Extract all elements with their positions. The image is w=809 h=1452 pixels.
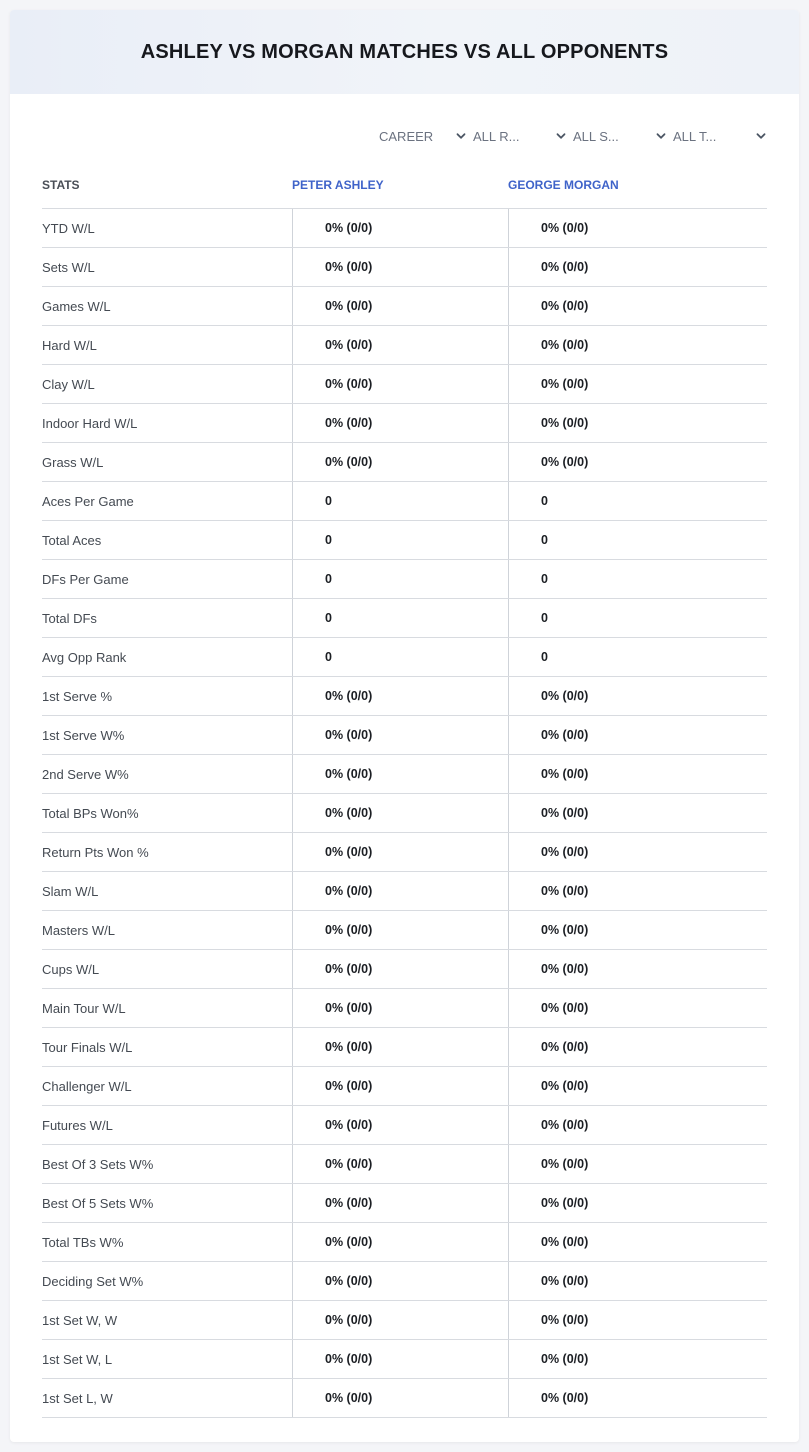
table-row: [42, 1379, 767, 1418]
player1-stat-value: 0% (0/0): [292, 1379, 508, 1417]
table-row: [42, 1145, 767, 1184]
stat-label: Masters W/L: [42, 922, 115, 938]
stat-label: 2nd Serve W%: [42, 766, 129, 782]
table-row: [42, 365, 767, 404]
table-row: [42, 638, 767, 677]
stat-label: Hard W/L: [42, 337, 97, 353]
stat-label: Aces Per Game: [42, 493, 134, 509]
chevron-down-icon: [455, 130, 467, 142]
stat-label: Cups W/L: [42, 961, 100, 977]
stat-label: Slam W/L: [42, 883, 99, 899]
player1-stat-value: 0% (0/0): [292, 248, 508, 286]
rounds-filter-select[interactable]: [467, 126, 567, 146]
player1-stat-value: 0% (0/0): [292, 950, 508, 988]
stat-label: Grass W/L: [42, 454, 104, 470]
player2-stat-value: 0% (0/0): [508, 1223, 767, 1261]
table-row: [42, 482, 767, 521]
stat-label: 1st Serve %: [42, 688, 113, 704]
page-title: ASHLEY VS MORGAN MATCHES VS ALL OPPONENTS: [140, 40, 669, 63]
player1-stat-value: 0% (0/0): [292, 1184, 508, 1222]
filter-bar: [373, 126, 767, 146]
player2-stat-value: 0% (0/0): [508, 716, 767, 754]
card-header: [10, 10, 799, 94]
player2-stat-value: 0: [508, 521, 767, 559]
table-row: [42, 950, 767, 989]
player1-stat-value: 0% (0/0): [292, 1106, 508, 1144]
table-row: [42, 209, 767, 248]
player2-stat-value: 0% (0/0): [508, 1184, 767, 1222]
stat-label: Clay W/L: [42, 376, 95, 392]
player1-stat-value: 0: [292, 599, 508, 637]
stat-label: Total DFs: [42, 610, 97, 626]
player1-stat-value: 0% (0/0): [292, 1145, 508, 1183]
player2-stat-value: 0% (0/0): [508, 404, 767, 442]
table-row: [42, 872, 767, 911]
career-filter-select[interactable]: [373, 126, 467, 146]
player1-stat-value: 0% (0/0): [292, 443, 508, 481]
player2-stat-value: 0% (0/0): [508, 1028, 767, 1066]
player2-stat-value: 0% (0/0): [508, 365, 767, 403]
player1-stat-value: 0% (0/0): [292, 1340, 508, 1378]
table-row: [42, 443, 767, 482]
stat-label: Sets W/L: [42, 259, 95, 275]
player2-stat-value: 0% (0/0): [508, 443, 767, 481]
stat-label: Futures W/L: [42, 1117, 113, 1133]
stat-label: Tour Finals W/L: [42, 1039, 133, 1055]
stats-card: [10, 10, 799, 1442]
table-row: [42, 599, 767, 638]
stat-label: YTD W/L: [42, 220, 95, 236]
table-row: [42, 716, 767, 755]
stat-label: 1st Set W, L: [42, 1351, 113, 1367]
player2-stat-value: 0% (0/0): [508, 1262, 767, 1300]
stat-label: 1st Serve W%: [42, 727, 125, 743]
player2-stat-value: 0% (0/0): [508, 209, 767, 247]
table-row: [42, 1067, 767, 1106]
player1-stat-value: 0% (0/0): [292, 404, 508, 442]
player2-stat-value: 0% (0/0): [508, 872, 767, 910]
table-row: [42, 1184, 767, 1223]
table-row: [42, 1028, 767, 1067]
player2-stat-value: 0% (0/0): [508, 326, 767, 364]
player1-stat-value: 0% (0/0): [292, 872, 508, 910]
player2-stat-value: 0: [508, 599, 767, 637]
table-row: [42, 1340, 767, 1379]
table-row: [42, 677, 767, 716]
player1-stat-value: 0% (0/0): [292, 287, 508, 325]
player1-stat-value: 0% (0/0): [292, 833, 508, 871]
player2-stat-value: 0% (0/0): [508, 950, 767, 988]
player2-stat-value: 0% (0/0): [508, 755, 767, 793]
player2-stat-value: 0% (0/0): [508, 794, 767, 832]
player1-stat-value: 0% (0/0): [292, 911, 508, 949]
player1-stat-value: 0% (0/0): [292, 716, 508, 754]
table-row: [42, 911, 767, 950]
table-row: [42, 404, 767, 443]
stat-label: Total BPs Won%: [42, 805, 139, 821]
table-row: [42, 1262, 767, 1301]
table-row: [42, 521, 767, 560]
table-row: [42, 794, 767, 833]
player1-stat-value: 0: [292, 482, 508, 520]
stat-label: Challenger W/L: [42, 1078, 132, 1094]
table-row: [42, 833, 767, 872]
player2-stat-value: 0% (0/0): [508, 1379, 767, 1417]
player1-stat-value: 0% (0/0): [292, 1067, 508, 1105]
player1-stat-value: 0: [292, 638, 508, 676]
table-row: [42, 560, 767, 599]
chevron-down-icon: [655, 130, 667, 142]
player1-column-header[interactable]: PETER ASHLEY: [292, 178, 384, 192]
rounds-filter-label: ALL R...: [473, 128, 520, 144]
stat-label: Best Of 3 Sets W%: [42, 1156, 154, 1172]
tournaments-filter-label: ALL T...: [673, 128, 717, 144]
player1-stat-value: 0% (0/0): [292, 1223, 508, 1261]
player2-stat-value: 0% (0/0): [508, 911, 767, 949]
stat-label: DFs Per Game: [42, 571, 129, 587]
player2-stat-value: 0% (0/0): [508, 1145, 767, 1183]
player1-stat-value: 0: [292, 521, 508, 559]
player1-stat-value: 0: [292, 560, 508, 598]
stat-label: Avg Opp Rank: [42, 649, 127, 665]
player1-stat-value: 0% (0/0): [292, 326, 508, 364]
player1-stat-value: 0% (0/0): [292, 1262, 508, 1300]
player2-stat-value: 0: [508, 560, 767, 598]
stats-column-header: STATS: [42, 178, 80, 192]
stat-label: Total TBs W%: [42, 1234, 124, 1250]
surfaces-filter-select[interactable]: [567, 126, 667, 146]
player2-stat-value: 0% (0/0): [508, 1340, 767, 1378]
player2-stat-value: 0% (0/0): [508, 287, 767, 325]
chevron-down-icon: [755, 130, 767, 142]
player2-stat-value: 0% (0/0): [508, 248, 767, 286]
player1-stat-value: 0% (0/0): [292, 794, 508, 832]
player2-stat-value: 0% (0/0): [508, 989, 767, 1027]
stat-label: Best Of 5 Sets W%: [42, 1195, 154, 1211]
player2-stat-value: 0% (0/0): [508, 833, 767, 871]
tournaments-filter-select[interactable]: [667, 126, 767, 146]
player1-stat-value: 0% (0/0): [292, 365, 508, 403]
player2-stat-value: 0% (0/0): [508, 677, 767, 715]
player2-column-header[interactable]: GEORGE MORGAN: [508, 178, 619, 192]
player1-stat-value: 0% (0/0): [292, 755, 508, 793]
player1-stat-value: 0% (0/0): [292, 989, 508, 1027]
table-row: [42, 326, 767, 365]
stat-label: Total Aces: [42, 532, 102, 548]
table-body: [42, 209, 767, 1418]
player1-stat-value: 0% (0/0): [292, 677, 508, 715]
stat-label: Games W/L: [42, 298, 111, 314]
table-row: [42, 287, 767, 326]
table-header: [42, 162, 767, 209]
player1-stat-value: 0% (0/0): [292, 1028, 508, 1066]
chevron-down-icon: [555, 130, 567, 142]
player2-stat-value: 0% (0/0): [508, 1067, 767, 1105]
table-row: [42, 989, 767, 1028]
player2-stat-value: 0: [508, 638, 767, 676]
table-row: [42, 1301, 767, 1340]
surfaces-filter-label: ALL S...: [573, 128, 619, 144]
player1-stat-value: 0% (0/0): [292, 209, 508, 247]
stats-table: [42, 162, 767, 1418]
stat-label: Main Tour W/L: [42, 1000, 126, 1016]
stat-label: 1st Set L, W: [42, 1390, 113, 1406]
stat-label: Return Pts Won %: [42, 844, 149, 860]
player1-stat-value: 0% (0/0): [292, 1301, 508, 1339]
table-row: [42, 1223, 767, 1262]
career-filter-label: CAREER: [379, 128, 434, 144]
stat-label: Indoor Hard W/L: [42, 415, 138, 431]
stat-label: 1st Set W, W: [42, 1312, 118, 1328]
table-row: [42, 1106, 767, 1145]
player2-stat-value: 0% (0/0): [508, 1106, 767, 1144]
stat-label: Deciding Set W%: [42, 1273, 144, 1289]
table-row: [42, 755, 767, 794]
table-row: [42, 248, 767, 287]
player2-stat-value: 0: [508, 482, 767, 520]
player2-stat-value: 0% (0/0): [508, 1301, 767, 1339]
